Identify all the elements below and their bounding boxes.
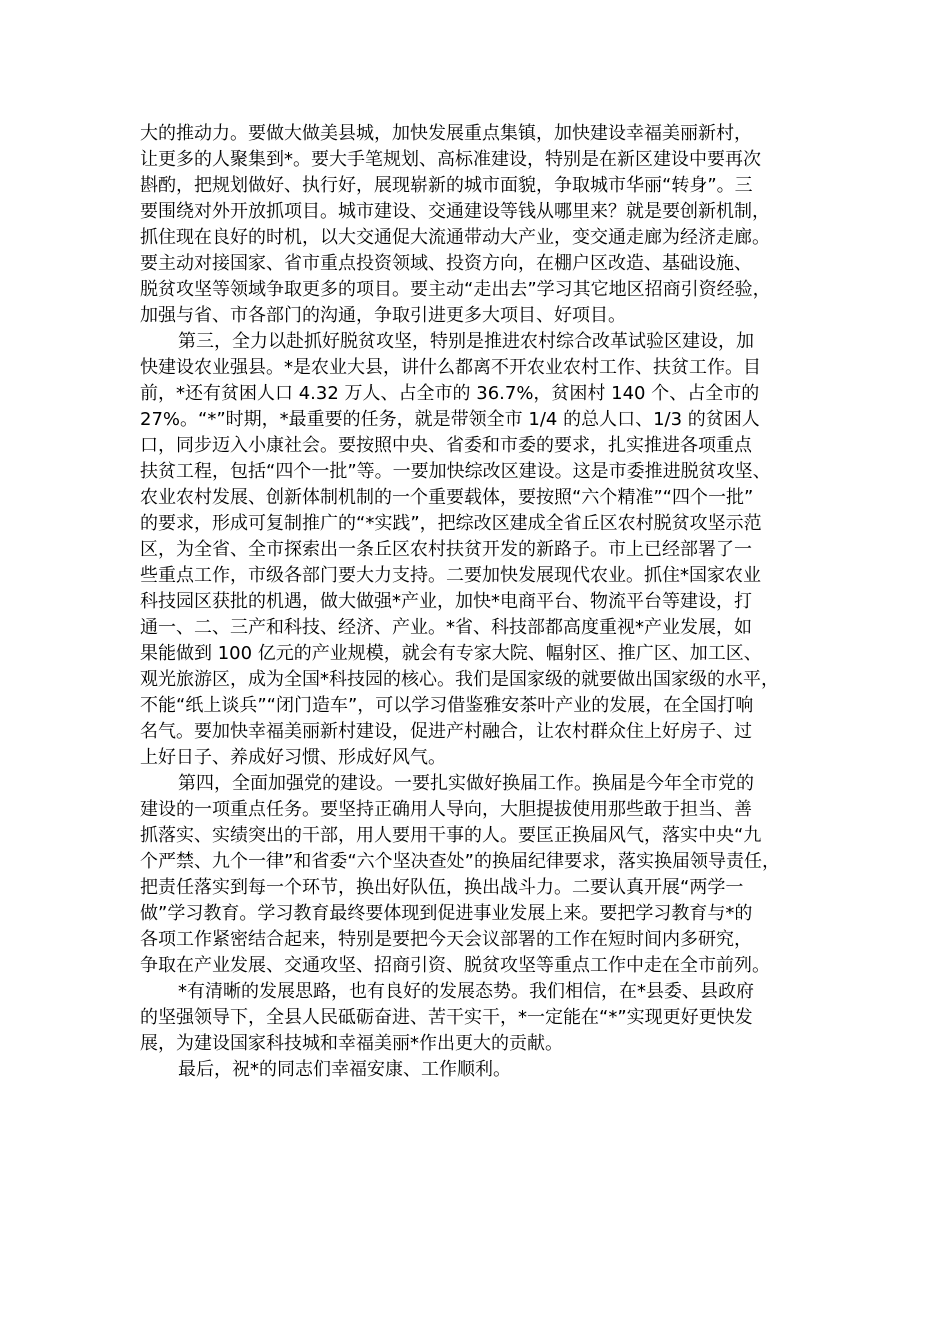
document-body [140, 121, 830, 1083]
text-line: 把责任落实到每一个环节，换出好队伍，换出战斗力。二要认真开展“两学一 [140, 877, 744, 898]
text-line: 观光旅游区，成为全国*科技园的核心。我们是国家级的就要做出国家级的水平， [140, 669, 779, 690]
text-line: 抓住现在良好的时机，以大交通促大流通带动大产业，变交通走廊为经济走廊。 [140, 227, 770, 248]
text-line: 快建设农业强县。*是农业大县，讲什么都离不开农业农村工作、扶贫工作。目 [140, 357, 761, 378]
text-line: 抓落实、实绩突出的干部，用人要用干事的人。要匡正换届风气，落实中央“九 [140, 825, 762, 846]
text-line: 通一、二、三产和科技、经济、产业。*省、科技部都高度重视*产业发展，如 [140, 617, 752, 638]
paragraph [140, 771, 830, 979]
text-line: 做”学习教育。学习教育最终要体现到促进事业发展上来。要把学习教育与*的 [140, 903, 753, 924]
text-line: 第三，全力以赴抓好脱贫攻坚，特别是推进农村综合改革试验区建设，加 [178, 331, 754, 352]
text-line: 让更多的人聚集到*。要大手笔规划、高标准建设，特别是在新区建设中要再次 [140, 149, 761, 170]
text-line: 第四，全面加强党的建设。一要扎实做好换届工作。换届是今年全市党的 [178, 773, 754, 794]
text-line: 大的推动力。要做大做美县城，加快发展重点集镇，加快建设幸福美丽新村， [140, 123, 752, 144]
text-line: 最后，祝*的同志们幸福安康、工作顺利。 [178, 1059, 511, 1080]
text-line: 名气。要加快幸福美丽新村建设，促进产村融合，让农村群众住上好房子、过 [140, 721, 752, 742]
text-line: 要主动对接国家、省市重点投资领域、投资方向，在棚户区改造、基础设施、 [140, 253, 752, 274]
text-line: 农业农村发展、创新体制机制的一个重要载体，要按照“六个精准”“四个一批” [140, 487, 754, 508]
text-line: 要围绕对外开放抓项目。城市建设、交通建设等钱从哪里来？就是要创新机制， [140, 201, 770, 222]
text-line: 不能“纸上谈兵”“闭门造车”，可以学习借鉴雅安茶叶产业的发展，在全国打响 [140, 695, 754, 716]
text-line: 各项工作紧密结合起来，特别是要把今天会议部署的工作在短时间内多研究， [140, 929, 752, 950]
text-line: 展，为建设国家科技城和幸福美丽*作出更大的贡献。 [140, 1033, 563, 1054]
text-line: 口，同步迈入小康社会。要按照中央、省委和市委的要求，扎实推进各项重点 [140, 435, 752, 456]
text-line: 上好日子、养成好习惯、形成好风气。 [140, 747, 446, 768]
text-line: 加强与省、市各部门的沟通，争取引进更多大项目、好项目。 [140, 305, 626, 326]
text-line: 果能做到 100 亿元的产业规模，就会有专家大院、幅射区、推广区、加工区、 [140, 643, 762, 664]
text-line: 个严禁、九个一律”和省委“六个坚决查处”的换届纪律要求，落实换届领导责任， [140, 851, 780, 872]
paragraph [140, 329, 830, 771]
text-line: 脱贫攻坚等领域争取更多的项目。要主动“走出去”学习其它地区招商引资经验， [140, 279, 771, 300]
text-line: 区，为全省、全市探索出一条丘区农村扶贫开发的新路子。市上已经部署了一 [140, 539, 752, 560]
text-line: 争取在产业发展、交通攻坚、招商引资、脱贫攻坚等重点工作中走在全市前列。 [140, 955, 770, 976]
text-line: 建设的一项重点任务。要坚持正确用人导向，大胆提拔使用那些敢于担当、善 [140, 799, 752, 820]
paragraph [140, 979, 830, 1057]
text-line: 斟酌，把规划做好、执行好，展现崭新的城市面貌，争取城市华丽“转身”。三 [140, 175, 753, 196]
paragraph [140, 1057, 830, 1083]
text-line: 27%。“*”时期，*最重要的任务，就是带领全市 1/4 的总人口、1/3 的贫困人 [140, 409, 760, 430]
text-line: 的坚强领导下，全县人民砥砺奋进、苦干实干，*一定能在“*”实现更好更快发 [140, 1007, 753, 1028]
text-line: 扶贫工程，包括“四个一批”等。一要加快综改区建设。这是市委推进脱贫攻坚、 [140, 461, 771, 482]
text-line: 些重点工作，市级各部门要大力支持。二要加快发展现代农业。抓住*国家农业 [140, 565, 761, 586]
text-line: *有清晰的发展思路，也有良好的发展态势。我们相信，在*县委、县政府 [178, 981, 754, 1002]
text-line: 科技园区获批的机遇，做大做强*产业，加快*电商平台、物流平台等建设，打 [140, 591, 752, 612]
text-line: 前，*还有贫困人口 4.32 万人、占全市的 36.7%，贫困村 140 个、占全市的 [140, 383, 760, 404]
text-line: 的要求，形成可复制推广的“*实践”，把综改区建成全省丘区农村脱贫攻坚示范 [140, 513, 762, 534]
paragraph [140, 121, 830, 329]
